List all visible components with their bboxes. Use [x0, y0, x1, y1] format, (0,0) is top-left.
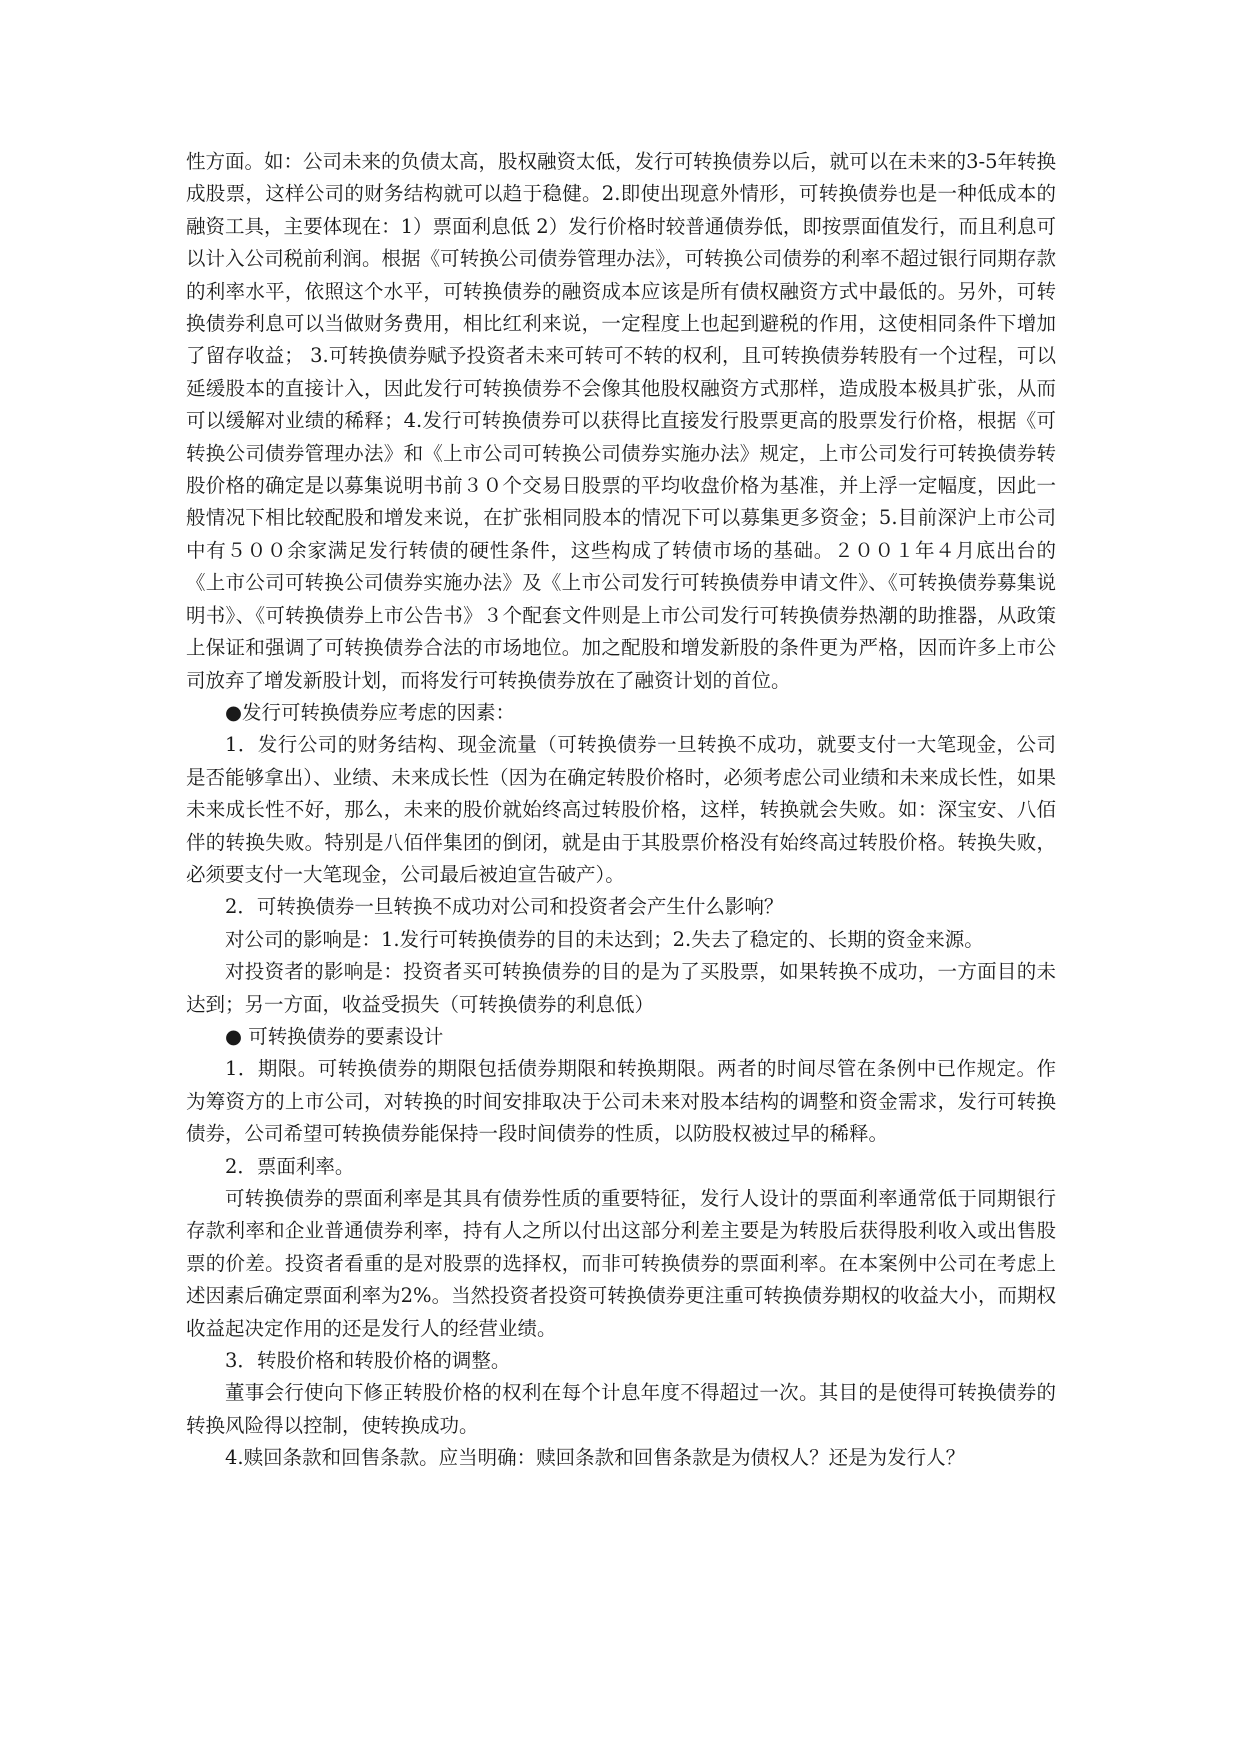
paragraph-coupon-heading: 2．票面利率。 [225, 1154, 355, 1178]
paragraph-redemption: 4.赎回条款和回售条款。应当明确：赎回条款和回售条款是为债权人？还是为发行人？ [225, 1446, 966, 1470]
paragraph-factor-1: 1．发行公司的财务结构、现金流量（可转换债券一旦转换不成功，就要支付一大笔现金，公司是否能够拿出）、业绩、未来成长性（因为在确定转股价格时，必须考虑公司业绩和未来成长性，如果未来成长性不好，那么，未来的股价就始终高过转股价格，这样，转换就会失败。如：深宝安、八佰伴的转换失败。特别是八佰伴集团的倒闭，就是由于其股票价格没有始终高过转股价格。转换失败，必须要支付一大笔现金，公司最后被迫宣告破产）。 [186, 733, 1056, 886]
paragraph-conversion-price: 董事会行使向下修正转股价格的权利在每个计息年度不得超过一次。其目的是使得可转换债券的转换风险得以控制，使转换成功。 [186, 1381, 1056, 1437]
document-body [186, 146, 1056, 1475]
paragraph-factor-2: 2．可转换债券一旦转换不成功对公司和投资者会产生什么影响？ [225, 895, 784, 919]
paragraph-company-impact: 对公司的影响是：1.发行可转换债券的目的未达到；2.失去了稳定的、长期的资金来源。 [225, 927, 984, 951]
paragraph-conversion-price-heading: 3．转股价格和转股价格的调整。 [225, 1349, 511, 1373]
paragraph-coupon: 可转换债券的票面利率是其具有债券性质的重要特征，发行人设计的票面利率通常低于同期银行存款利率和企业普通债券利率，持有人之所以付出这部分利差主要是为转股后获得股利收入或出售股票的价差。投资者看重的是对股票的选择权，而非可转换债券的票面利率。在本案例中公司在考虑上述因素后确定票面利率为2%。当然投资者投资可转换债券更注重可转换债券期权的收益大小，而期权收益起决定作用的还是发行人的经营业绩。 [186, 1187, 1056, 1340]
paragraph-intro: 性方面。如：公司未来的负债太高，股权融资太低，发行可转换债券以后，就可以在未来的3-5年转换成股票，这样公司的财务结构就可以趋于稳健。2.即使出现意外情形，可转换债券也是一种低成本的融资工具，主要体现在：1）票面利息低 2）发行价格时较普通债券低，即按票面值发行，而且利息可以计入公司税前利润。根据《可转换公司债券管理办法》，可转换公司债券的利率不超过银行同期存款的利率水平，依照这个水平，可转换债券的融资成本应该是所有债权融资方式中最低的。另外，可转换债券利息可以当做财务费用，相比红利来说，一定程度上也起到避税的作用，这使相同条件下增加了留存收益； 3.可转换债券赋予投资者未来可转可不转的权利，且可转换债券转股有一个过程，可以延缓股本的直接计入，因此发行可转换债券不会像其他股权融资方式那样，造成股本极具扩张，从而可以缓解对业绩的稀释；4.发行可转换债券可以获得比直接发行股票更高的股票发行价格，根据《可转换公司债券管理办法》和《上市公司可转换公司债券实施办法》规定，上市公司发行可转换债券转股价格的确定是以募集说明书前３０个交易日股票的平均收盘价格为基准，并上浮一定幅度，因此一般情况下相比较配股和增发来说，在扩张相同股本的情况下可以募集更多资金；5.目前深沪上市公司中有５００余家满足发行转债的硬性条件，这些构成了转债市场的基础。２００１年４月底出台的《上市公司可转换公司债券实施办法》及《上市公司发行可转换债券申请文件》、《可转换债券募集说明书》、《可转换债券上市公告书》３个配套文件则是上市公司发行可转换债券热潮的助推器，从政策上保证和强调了可转换债券合法的市场地位。加之配股和增发新股的条件更为严格，因而许多上市公司放弃了增发新股计划，而将发行可转换债券放在了融资计划的首位。 [186, 150, 1056, 692]
paragraph-investor-impact: 对投资者的影响是：投资者买可转换债券的目的是为了买股票，如果转换不成功，一方面目的未达到；另一方面，收益受损失（可转换债券的利息低） [186, 960, 1056, 1016]
paragraph-design-heading: ● 可转换债券的要素设计 [225, 1024, 444, 1048]
paragraph-term: 1．期限。可转换债券的期限包括债券期限和转换期限。两者的时间尽管在条例中已作规定。作为筹资方的上市公司，对转换的时间安排取决于公司未来对股本结构的调整和资金需求，发行可转换债券，公司希望可转换债券能保持一段时间债券的性质，以防股权被过早的稀释。 [186, 1057, 1056, 1146]
paragraph-factors-heading: ●发行可转换债券应考虑的因素： [225, 700, 516, 724]
